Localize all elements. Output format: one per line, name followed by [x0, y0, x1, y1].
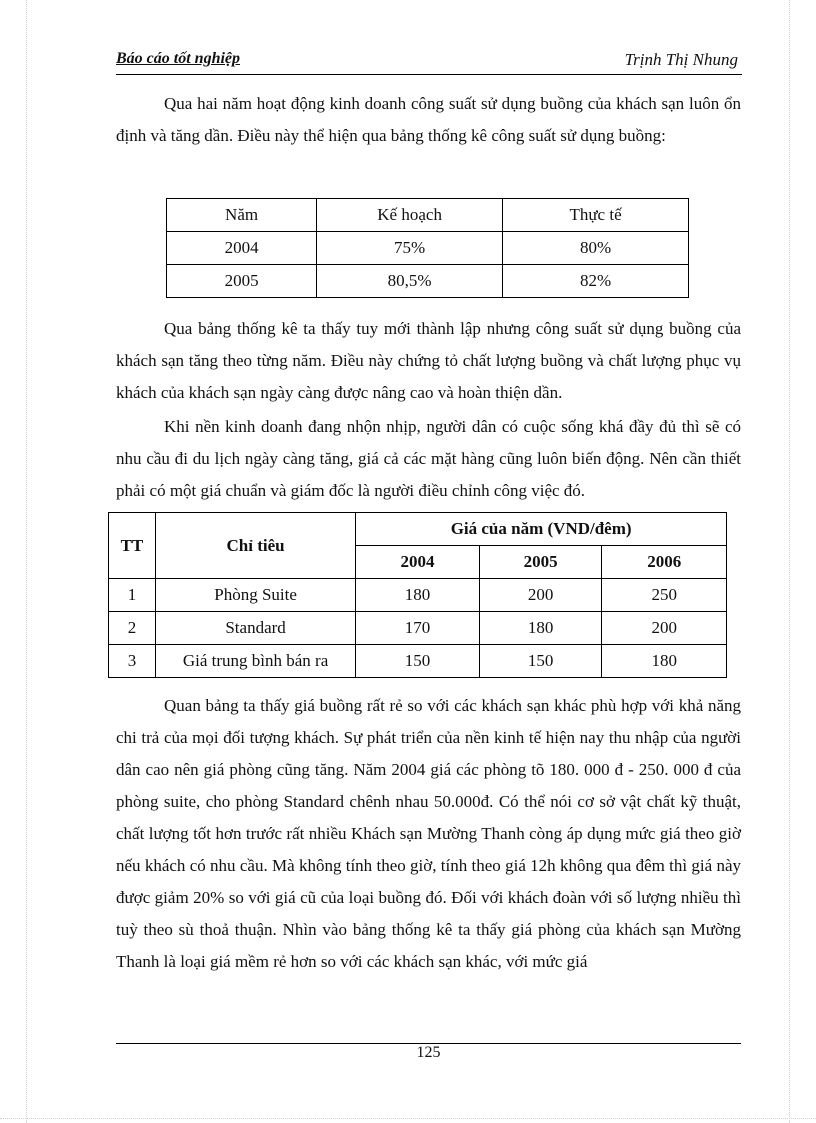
header-cell-actual: Thực tế	[503, 199, 689, 232]
table-cell: 82%	[503, 265, 689, 298]
table-cell: 80%	[503, 232, 689, 265]
table-header-row	[167, 199, 689, 232]
table-cell: 180	[356, 579, 480, 612]
table-cell: 1	[109, 579, 156, 612]
header-cell-indicator: Chỉ tiêu	[155, 513, 355, 579]
occupancy-table	[166, 198, 689, 298]
paragraph-3: Khi nền kinh doanh đang nhộn nhịp, người dân có cuộc sống khá đầy đủ thì sẽ có nhu cầu đi du lịch ngày càng tăng, giá cả các mặt hàng cũng luôn biến động. Nên cần thiết phải có một giá chuẩn và giám đốc là người điều chỉnh công việc đó.	[116, 417, 741, 500]
table-row	[167, 265, 689, 298]
table-cell: Giá trung bình bán ra	[155, 645, 355, 678]
table-cell: 3	[109, 645, 156, 678]
table-row	[109, 579, 727, 612]
table-cell: 2005	[167, 265, 317, 298]
page-edge-left	[26, 0, 27, 1123]
page-number: 125	[416, 1044, 441, 1061]
table-cell: 75%	[317, 232, 503, 265]
header-cell-year: Năm	[167, 199, 317, 232]
table-cell: 170	[356, 612, 480, 645]
report-title: Báo cáo tốt nghiệp	[116, 50, 241, 67]
header-cell-year-2005: 2005	[479, 546, 602, 579]
table-cell: 150	[356, 645, 480, 678]
table-cell: 200	[602, 612, 727, 645]
price-table	[108, 512, 727, 678]
table-cell: 2	[109, 612, 156, 645]
table-row	[109, 612, 727, 645]
author-name: Trịnh Thị Nhung	[624, 50, 738, 69]
table-cell: 150	[479, 645, 602, 678]
page-header	[116, 50, 742, 75]
table-cell: 180	[602, 645, 727, 678]
table-cell: Standard	[155, 612, 355, 645]
table-row	[167, 232, 689, 265]
table-header-row	[109, 513, 727, 546]
table-cell: 2004	[167, 232, 317, 265]
table-cell: 250	[602, 579, 727, 612]
header-cell-tt: TT	[109, 513, 156, 579]
table-cell: 200	[479, 579, 602, 612]
page-edge-right	[789, 0, 790, 1123]
page-edge-bottom	[0, 1118, 816, 1119]
table-cell: Phòng Suite	[155, 579, 355, 612]
header-cell-year-2006: 2006	[602, 546, 727, 579]
table-cell: 80,5%	[317, 265, 503, 298]
paragraph-2: Qua bảng thống kê ta thấy tuy mới thành lập nhưng công suất sử dụng buồng của khách sạn tăng theo từng năm. Điều này chứng tỏ chất lượng buồng và chất lượng phục vụ khách của khách sạn ngày càng được nâng cao và hoàn thiện dần.	[116, 319, 741, 402]
table-row	[109, 645, 727, 678]
table-cell: 180	[479, 612, 602, 645]
paragraph-1: Qua hai năm hoạt động kinh doanh công suất sử dụng buồng của khách sạn luôn ổn định và tăng dần. Điều này thể hiện qua bảng thống kê công suất sử dụng buồng:	[116, 94, 741, 145]
header-cell-price-group: Giá của năm (VND/đêm)	[356, 513, 727, 546]
header-cell-plan: Kế hoạch	[317, 199, 503, 232]
header-cell-year-2004: 2004	[356, 546, 480, 579]
paragraph-4: Quan bảng ta thấy giá buồng rất rẻ so với các khách sạn khác phù hợp với khả năng chi trả của mọi đối tượng khách. Sự phát triển của nền kinh tế hiện nay thu nhập của người dân cao nên giá phòng cũng tăng. Năm 2004 giá các phòng tõ 180. 000 đ - 250. 000 đ của phòng suite, cho phòng Standard chênh nhau 50.000đ. Có thể nói cơ sở vật chất kỹ thuật, chất lượng tốt hơn trước rất nhiều Khách sạn Mường Thanh còng áp dụng mức giá theo giờ nếu khách có nhu cầu. Mà không tính theo giờ, tính theo giá 12h không qua đêm thì giá này được giảm 20% so với giá cũ của loại buồng đó. Đối với khách đoàn với số lượng nhiều thì tuỳ theo sù thoả thuận. Nhìn vào bảng thống kê ta thấy giá phòng của khách sạn Mường Thanh là loại giá mềm rẻ hơn so với các khách sạn khác, với mức giá	[116, 696, 741, 971]
